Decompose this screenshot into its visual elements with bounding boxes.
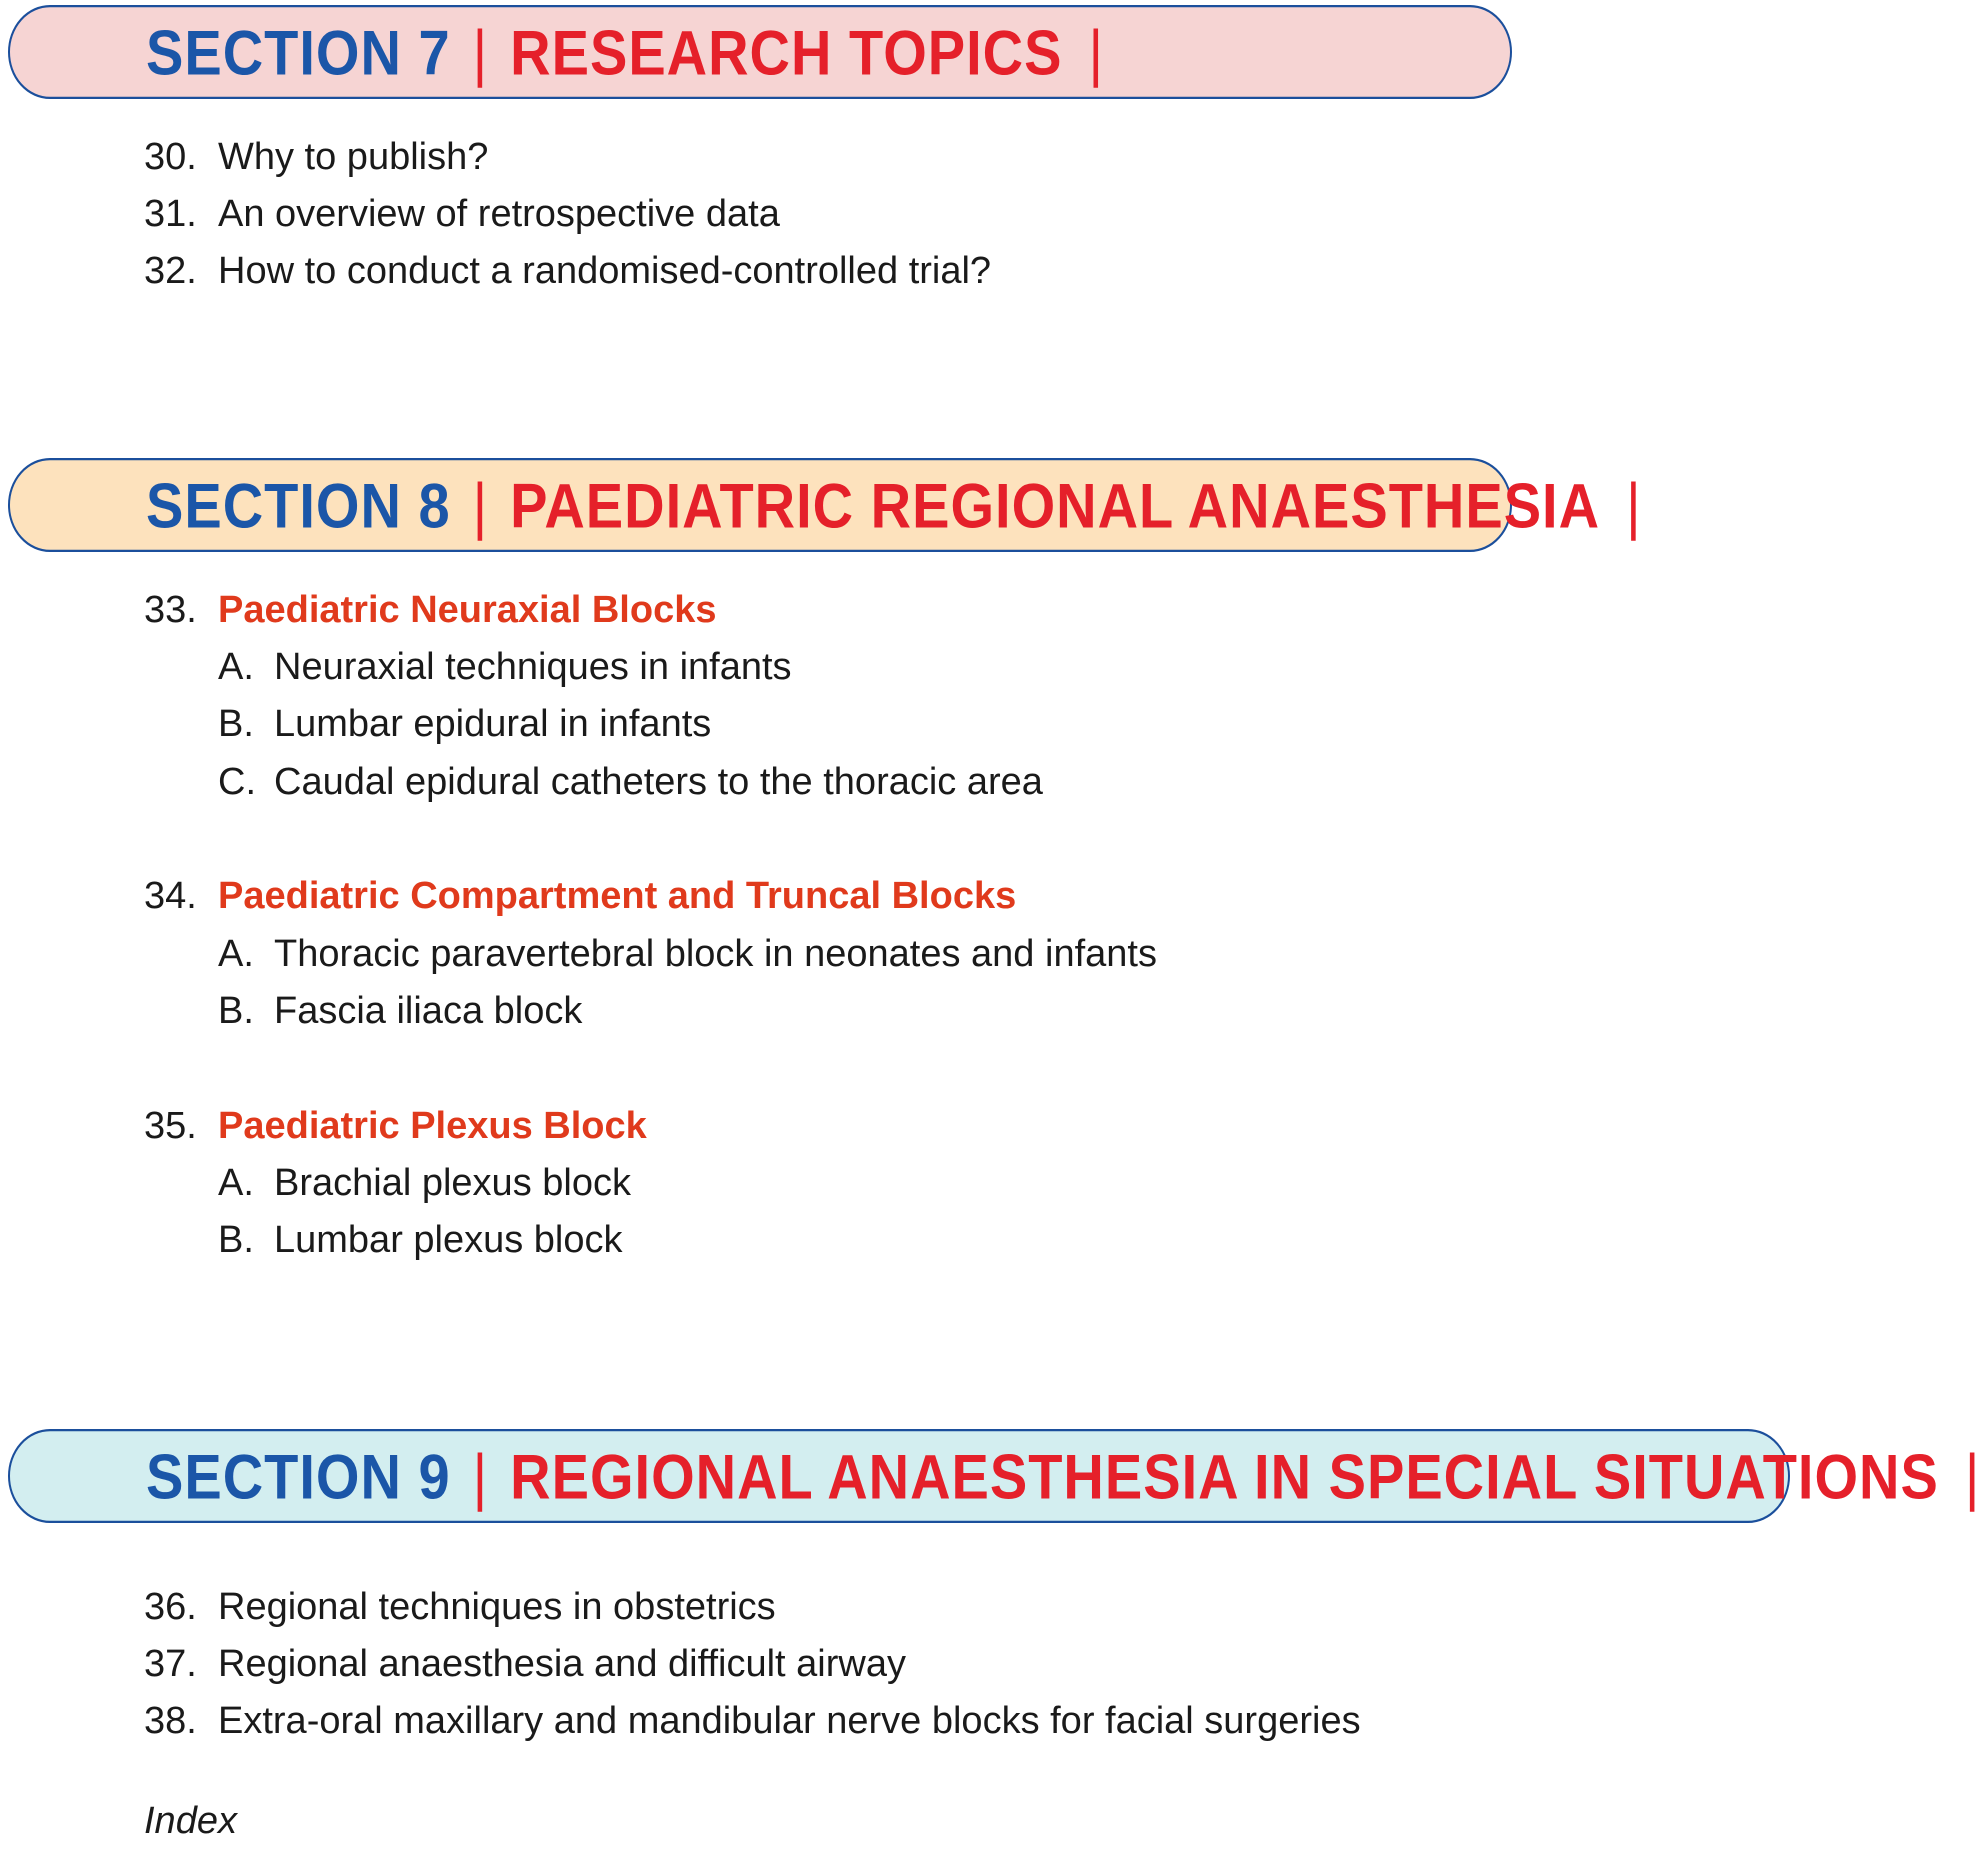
section-8-end-bar: | — [1626, 469, 1642, 541]
toc-subitem[interactable] — [218, 761, 1043, 804]
subitem-letter: A. — [218, 646, 254, 688]
subitem-title: Lumbar plexus block — [274, 1219, 623, 1261]
index-link[interactable]: Index — [144, 1800, 237, 1842]
section-8-title: PAEDIATRIC REGIONAL ANAESTHESIA — [510, 469, 1601, 541]
subitem-letter: A. — [218, 933, 254, 975]
subitem-title: Neuraxial techniques in infants — [274, 646, 792, 688]
section-7-separator: | — [472, 16, 489, 88]
subitem-title: Thoracic paravertebral block in neonates and infants — [274, 933, 1157, 975]
chapter-title: Why to publish? — [218, 136, 489, 178]
chapter-title: Paediatric Neuraxial Blocks — [218, 589, 717, 631]
section-8-label: SECTION 8 — [146, 469, 451, 541]
toc-chapter-heading[interactable] — [144, 1105, 647, 1148]
toc-item[interactable] — [144, 1586, 776, 1629]
chapter-number: 37. — [144, 1643, 197, 1685]
toc-item[interactable] — [144, 136, 488, 179]
toc-chapter-heading[interactable] — [144, 589, 716, 632]
section-9-title: REGIONAL ANAESTHESIA IN SPECIAL SITUATIONS — [510, 1440, 1939, 1512]
section-9-banner — [8, 1429, 1980, 1523]
chapter-number: 34. — [144, 875, 197, 917]
section-7-title: RESEARCH TOPICS — [510, 16, 1063, 88]
chapter-title: Extra-oral maxillary and mandibular nerve blocks for facial surgeries — [218, 1700, 1361, 1742]
chapter-number: 36. — [144, 1586, 197, 1628]
subitem-letter: C. — [218, 761, 256, 803]
section-9-label: SECTION 9 — [146, 1440, 451, 1512]
toc-subitem[interactable] — [218, 646, 792, 689]
section-8-separator: | — [472, 469, 489, 541]
toc-item[interactable] — [144, 1700, 1361, 1743]
chapter-number: 31. — [144, 193, 197, 235]
chapter-title: An overview of retrospective data — [218, 193, 780, 235]
toc-item[interactable] — [144, 1643, 906, 1686]
toc-item[interactable] — [144, 193, 780, 236]
toc-subitem[interactable] — [218, 933, 1157, 976]
chapter-title: How to conduct a randomised-controlled trial? — [218, 250, 992, 292]
section-8-banner — [8, 458, 1642, 552]
toc-subitem[interactable] — [218, 990, 582, 1033]
toc-subitem[interactable] — [218, 1219, 623, 1262]
section-7-banner — [8, 5, 1512, 99]
toc-subitem[interactable] — [218, 1162, 631, 1205]
chapter-number: 32. — [144, 250, 197, 292]
subitem-letter: B. — [218, 990, 254, 1032]
toc-item[interactable] — [144, 250, 991, 293]
chapter-title: Paediatric Plexus Block — [218, 1105, 647, 1147]
subitem-title: Fascia iliaca block — [274, 990, 583, 1032]
subitem-title: Lumbar epidural in infants — [274, 703, 712, 745]
chapter-number: 35. — [144, 1105, 197, 1147]
chapter-title: Paediatric Compartment and Truncal Blocks — [218, 875, 1017, 917]
section-7-label: SECTION 7 — [146, 16, 451, 88]
chapter-title: Regional techniques in obstetrics — [218, 1586, 776, 1628]
subitem-letter: A. — [218, 1162, 254, 1204]
chapter-title: Regional anaesthesia and difficult airway — [218, 1643, 906, 1685]
subitem-title: Brachial plexus block — [274, 1162, 631, 1204]
chapter-number: 33. — [144, 589, 197, 631]
section-9-separator: | — [472, 1440, 489, 1512]
toc-subitem[interactable] — [218, 703, 711, 746]
section-9-end-bar: | — [1964, 1440, 1980, 1512]
chapter-number: 38. — [144, 1700, 197, 1742]
toc-chapter-heading[interactable] — [144, 875, 1016, 918]
section-7-end-bar: | — [1088, 16, 1104, 88]
chapter-number: 30. — [144, 136, 197, 178]
subitem-title: Caudal epidural catheters to the thoracic area — [274, 761, 1043, 803]
subitem-letter: B. — [218, 1219, 254, 1261]
subitem-letter: B. — [218, 703, 254, 745]
